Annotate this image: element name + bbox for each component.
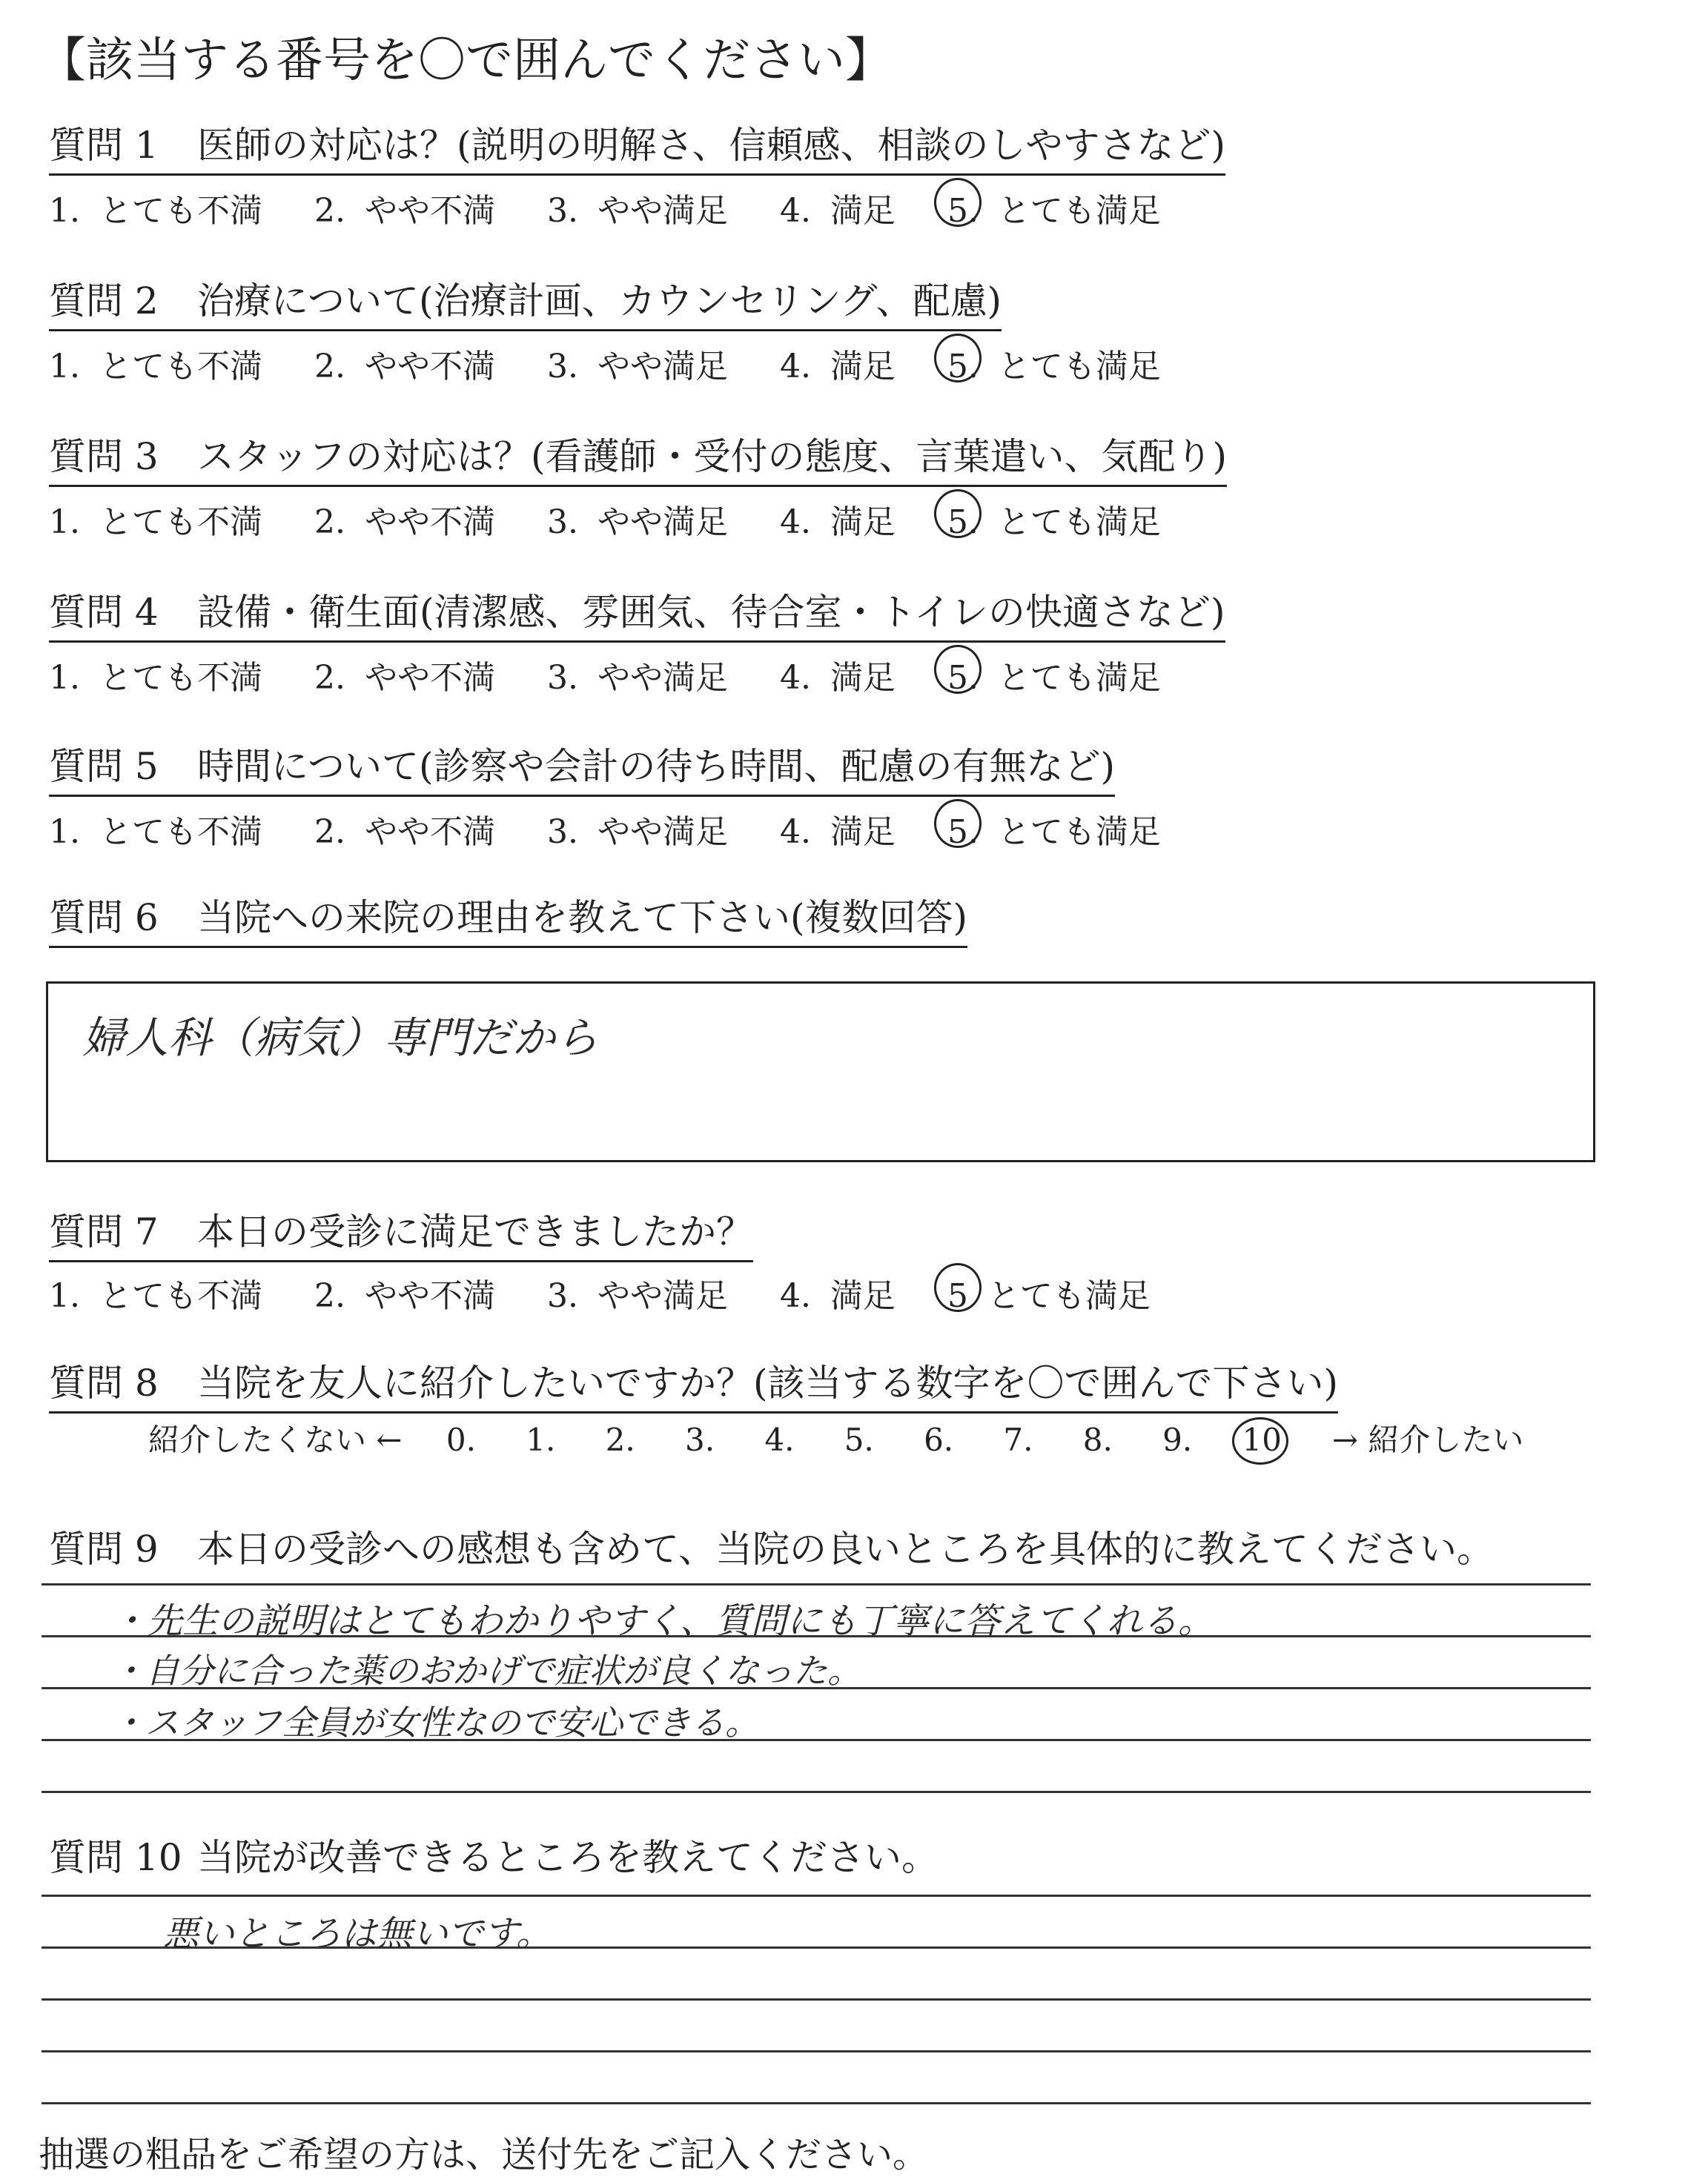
question-text: 治療について(治療計画、カウンセリング、配慮)	[197, 279, 1002, 322]
question-5-title	[49, 746, 1115, 797]
scale-right-label: → 紹介したい	[1331, 1422, 1524, 1458]
scale-option-9[interactable]: 9.	[1162, 1422, 1193, 1458]
question-3-choices	[49, 495, 1213, 543]
choice-5-circled[interactable]: 5. とても満足	[947, 503, 1161, 541]
choice-5-circled[interactable]: 5 とても満足	[947, 1277, 1151, 1315]
choice-1[interactable]: 1. とても不満	[49, 192, 262, 230]
scale-option-10-circled[interactable]: 10	[1242, 1422, 1312, 1458]
choice-3[interactable]: 3. やや満足	[546, 659, 728, 697]
question-text: 設備・衛生面(清潔感、雰囲気、待合室・トイレの快適さなど)	[197, 591, 1225, 634]
question-number: 質問 5	[49, 745, 159, 788]
question-number: 質問 4	[49, 591, 159, 634]
page-heading: 【該当する番号を〇で囲んでください】	[39, 33, 893, 88]
choice-4[interactable]: 4. 満足	[779, 1277, 896, 1315]
question-text: 本日の受診に満足できましたか？	[197, 1210, 753, 1253]
choice-5-circled[interactable]: 5. とても満足	[947, 348, 1161, 385]
question-4-choices	[49, 651, 1213, 698]
question-text: 医師の対応は？(説明の明解さ、信頼感、相談のしやすさなど)	[197, 124, 1226, 167]
scale-option-4[interactable]: 4.	[764, 1422, 795, 1458]
scale-option-8[interactable]: 8.	[1082, 1422, 1113, 1458]
question-1-title	[49, 125, 1225, 176]
choice-2[interactable]: 2. やや不満	[314, 192, 495, 230]
question-2-title	[49, 280, 1002, 331]
question-text: 本日の受診への感想も含めて、当院の良いところを具体的に教えてください。	[197, 1528, 1494, 1571]
question-7-choices	[49, 1269, 1202, 1316]
choice-2[interactable]: 2. やや不満	[314, 659, 495, 697]
question-8-scale	[148, 1416, 1523, 1460]
question-5-choices	[49, 805, 1213, 852]
choice-4[interactable]: 4. 満足	[779, 503, 896, 541]
choice-4[interactable]: 4. 満足	[779, 192, 896, 230]
question-number: 質問 3	[49, 435, 159, 478]
choice-5-circled[interactable]: 5. とても満足	[947, 659, 1161, 697]
scale-option-0[interactable]: 0.	[446, 1422, 476, 1458]
answer-line	[42, 1895, 1591, 1897]
choice-4[interactable]: 4. 満足	[779, 659, 896, 697]
answer-line	[42, 1583, 1591, 1585]
choice-2[interactable]: 2. やや不満	[314, 503, 495, 541]
choice-3[interactable]: 3. やや満足	[546, 192, 728, 230]
question-number: 質問 7	[49, 1210, 159, 1253]
answer-line	[42, 1998, 1591, 2001]
choice-4[interactable]: 4. 満足	[779, 348, 896, 385]
question-1-choices	[49, 184, 1213, 231]
scale-option-5[interactable]: 5.	[844, 1422, 874, 1458]
scale-option-3[interactable]: 3.	[684, 1422, 715, 1458]
question-text: 時間について(診察や会計の待ち時間、配慮の有無など)	[197, 745, 1116, 788]
question-text: 当院への来院の理由を教えて下さい(複数回答)	[197, 896, 968, 939]
question-number: 質問 9	[49, 1528, 159, 1571]
question-number: 質問 10	[49, 1836, 182, 1879]
question-9-title	[49, 1520, 1494, 1573]
scale-option-7[interactable]: 7.	[1003, 1422, 1033, 1458]
answer-line	[42, 1791, 1591, 1793]
question-number: 質問 8	[49, 1362, 159, 1405]
question-4-title	[49, 592, 1225, 643]
question-6-title	[49, 897, 967, 948]
footer-note: 抽選の粗品をご希望の方は、送付先をご記入ください。	[39, 2134, 929, 2176]
choice-3[interactable]: 3. やや満足	[546, 348, 728, 385]
question-6-handwritten-answer: 婦人科（病気）専門だから	[82, 1013, 599, 1063]
question-9-answer-2: ・自分に合った薬のおかげで症状が良くなった。	[111, 1651, 861, 1691]
choice-5-circled[interactable]: 5. とても満足	[947, 813, 1161, 851]
question-number: 質問 6	[49, 896, 159, 939]
question-number: 質問 2	[49, 279, 159, 322]
answer-line	[42, 2050, 1591, 2052]
answer-line	[42, 2102, 1591, 2104]
choice-2[interactable]: 2. やや不満	[314, 813, 495, 851]
scale-option-6[interactable]: 6.	[924, 1422, 954, 1458]
question-text: 当院が改善できるところを教えてください。	[197, 1836, 939, 1879]
choice-1[interactable]: 1. とても不満	[49, 503, 262, 541]
choice-3[interactable]: 3. やや満足	[546, 813, 728, 851]
choice-5-circled[interactable]: 5. とても満足	[947, 192, 1161, 230]
scale-option-2[interactable]: 2.	[605, 1422, 635, 1458]
choice-1[interactable]: 1. とても不満	[49, 348, 262, 385]
choice-4[interactable]: 4. 満足	[779, 813, 896, 851]
question-10-title	[49, 1828, 939, 1881]
scale-left-label: 紹介したくない ←	[148, 1422, 403, 1458]
question-3-title	[49, 436, 1227, 487]
choice-1[interactable]: 1. とても不満	[49, 813, 262, 851]
question-9-answer-1: ・先生の説明はとてもわかりやすく、質問にも丁寧に答えてくれる。	[111, 1600, 1214, 1642]
question-text: スタッフの対応は？(看護師・受付の態度、言葉遣い、気配り)	[197, 435, 1228, 478]
question-number: 質問 1	[49, 124, 159, 167]
question-2-choices	[49, 339, 1213, 387]
question-text: 当院を友人に紹介したいですか？(該当する数字を〇で囲んで下さい)	[197, 1362, 1339, 1405]
choice-1[interactable]: 1. とても不満	[49, 1277, 262, 1315]
question-8-title	[49, 1362, 1338, 1414]
choice-3[interactable]: 3. やや満足	[546, 503, 728, 541]
choice-2[interactable]: 2. やや不満	[314, 348, 495, 385]
question-9-answer-3: ・スタッフ全員が女性なので安心できる。	[111, 1703, 759, 1743]
question-10-answer: 悪いところは無いです。	[163, 1913, 552, 1955]
choice-1[interactable]: 1. とても不満	[49, 659, 262, 697]
choice-2[interactable]: 2. やや不満	[314, 1277, 495, 1315]
choice-3[interactable]: 3. やや満足	[546, 1277, 728, 1315]
question-6-answer-box[interactable]	[46, 981, 1595, 1162]
scale-option-1[interactable]: 1.	[526, 1422, 556, 1458]
question-7-title	[49, 1211, 753, 1262]
